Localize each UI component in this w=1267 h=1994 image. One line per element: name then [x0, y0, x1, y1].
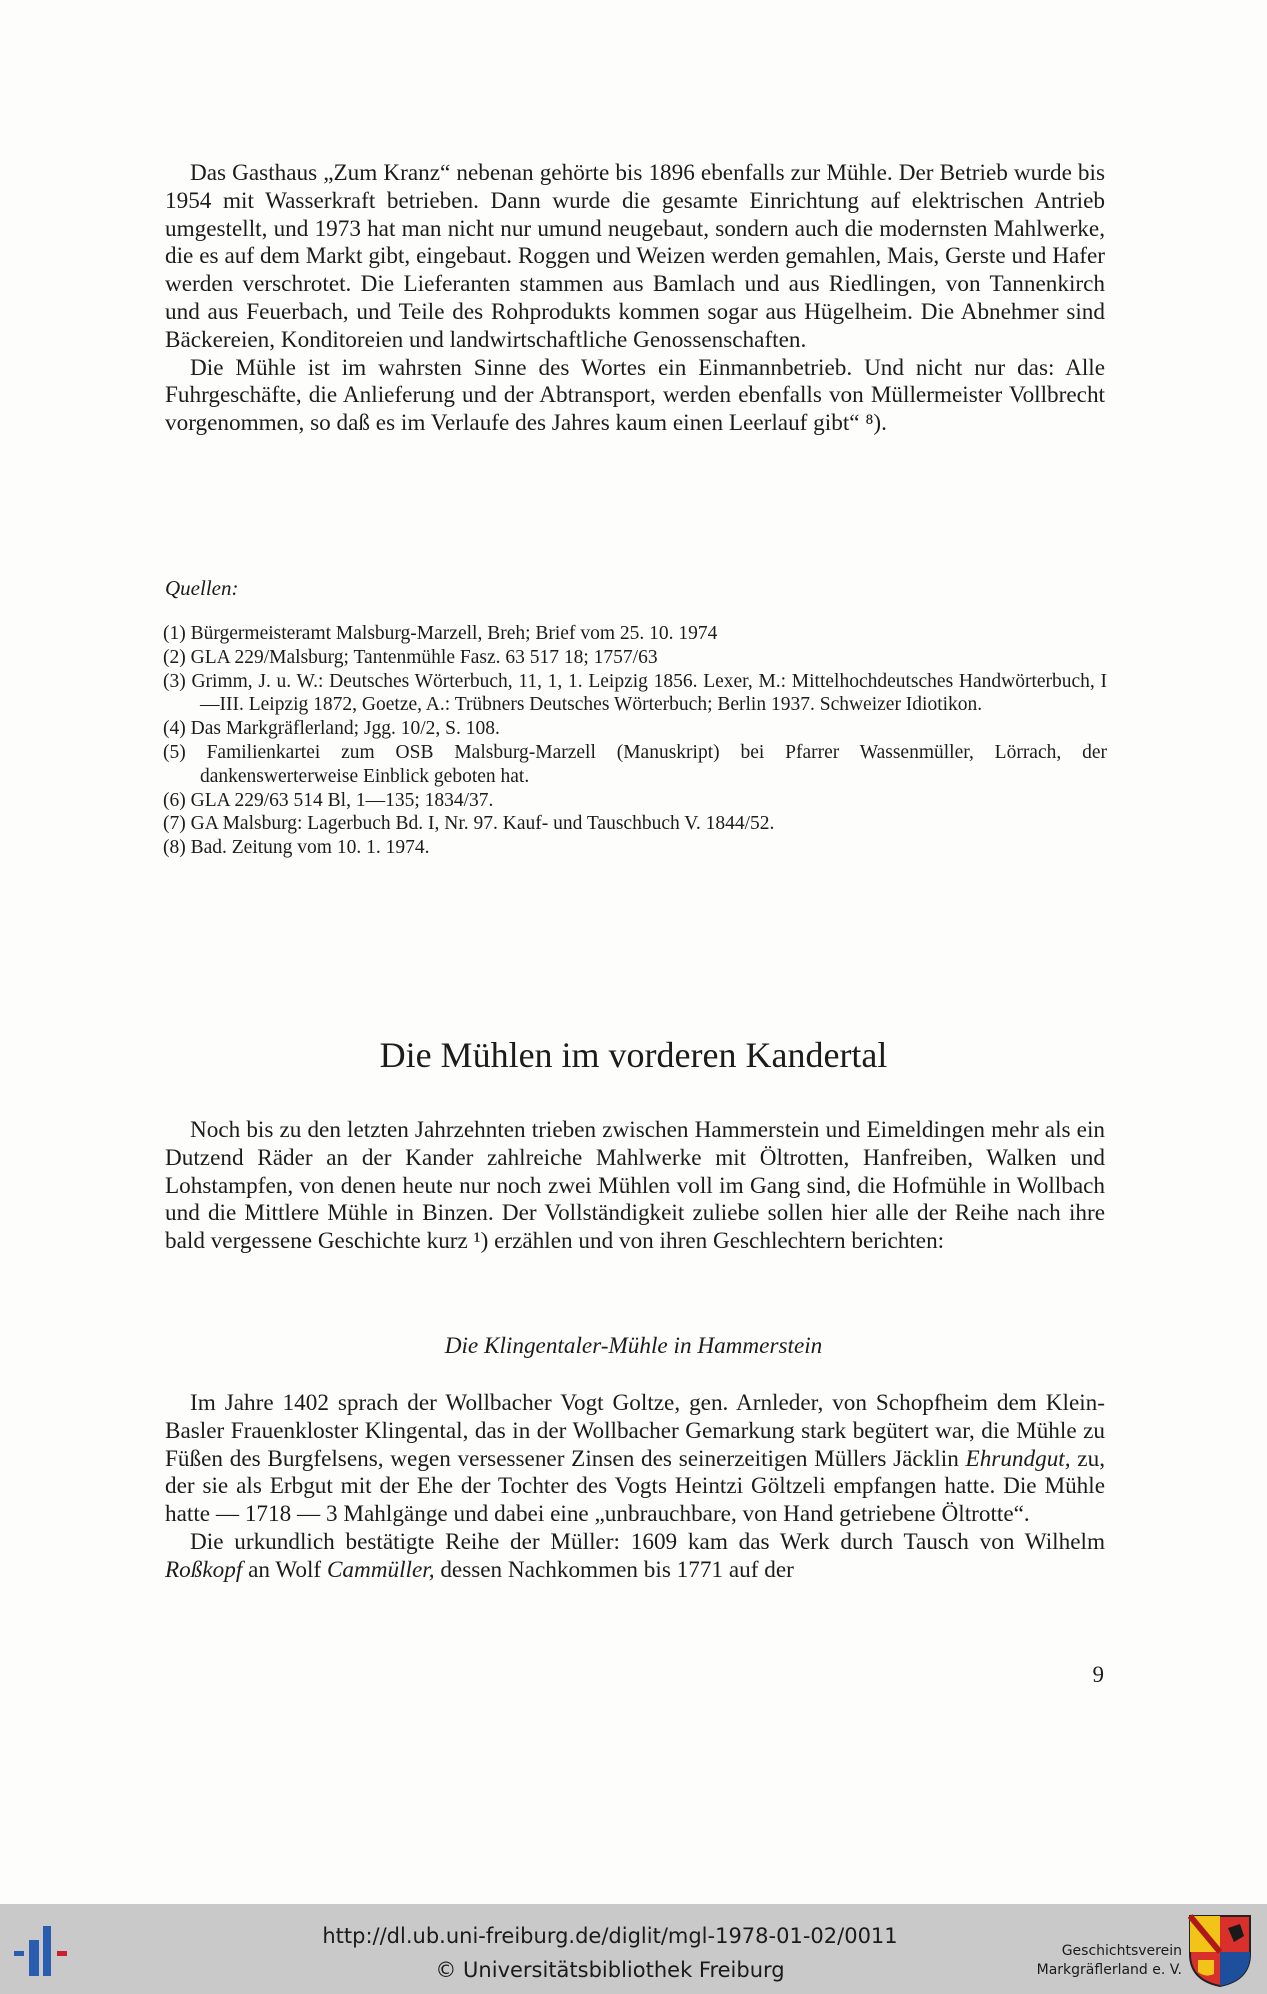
page-number: 9: [1092, 1662, 1104, 1687]
paragraph: [165, 1390, 1105, 1529]
text-run: Im Jahre 1402 sprach der Wollbacher Vogt Goltze, gen. Arnleder, von Schopfheim dem Klein-Basler Frauenkloster Klingental, das in der Wollbacher Gemarkung stark begütert war, die Mühle zu Füßen des Burgfelsens, wegen versessener Zinsen des seinerzeitigen Müllers Jäcklin: [165, 1390, 1105, 1472]
library-logo-icon: [12, 1922, 80, 1980]
text-run: zu, der sie als Erbgut mit der Ehe der Tochter des Vogts Heintzi Göltzeli empfangen hatte. Die Mühle hatte — 1718 — 3 Mahlgänge und dabei eine „unbrauchbare, von Hand getriebene Öltrotte“.: [165, 1445, 1105, 1528]
body-paragraphs-intro: [165, 160, 1105, 438]
text-run: dessen Nachkommen bis 1771 auf der: [434, 1556, 794, 1583]
paragraph: Das Gasthaus „Zum Kranz“ nebenan gehörte bis 1896 ebenfalls zur Mühle. Der Betrieb wurde bis 1954 mit Wasserkraft betrieben. Dann wurde die gesamte Einrichtung auf elektrischen Antrieb umgestellt, und 1973 hat man nicht nur umund neugebaut, sondern auch die modernsten Mahlwerke, die es auf dem Markt gibt, eingebaut. Roggen und Weizen werden gemahlen, Mais, Gerste und Hafer werden verschrotet. Die Lieferanten stammen aus Bamlach und aus Riedlingen, von Tannenkirch und aus Feuerbach, und Teile des Rohprodukts kommen sogar aus Hügelheim. Die Abnehmer sind Bäckereien, Konditoreien und landwirtschaftliche Genossenschaften.: [165, 160, 1105, 353]
footer-bar: [0, 1904, 1267, 1994]
source-item: (4) Das Markgräflerland; Jgg. 10/2, S. 108.: [163, 718, 500, 740]
paragraph: Die Mühle ist im wahrsten Sinne des Wortes ein Einmannbetrieb. Und nicht nur das: Alle Fuhrgeschäfte, die Anlieferung und der Abtransport, werden ebenfalls von Müllermeister Vollbrecht vorgenommen, so daß es im Verlaufe des Jahres kaum einen Leerlauf gibt“ ⁸).: [165, 354, 1105, 437]
copyright-text: © Universitätsbibliothek Freiburg: [435, 1958, 785, 1982]
sources-list: [163, 622, 1107, 860]
source-item: (1) Bürgermeisteramt Malsburg-Marzell, Breh; Brief vom 25. 10. 1974: [163, 623, 718, 644]
body-paragraphs-klingentaler: [165, 1390, 1105, 1585]
person-name: Cammüller,: [326, 1556, 435, 1583]
coat-of-arms-icon: [1188, 1914, 1252, 1988]
society-name: [1002, 1942, 1182, 1980]
paragraph: Noch bis zu den letzten Jahrzehnten trieben zwischen Hammerstein und Eimeldingen mehr als ein Dutzend Räder an der Kander zahlreiche Mahlwerke mit Öltrotten, Hanfreiben, Walken und Lohstampfen, von denen heute nur noch zwei Mühlen voll im Gang sind, die Hofmühle in Wollbach und die Mittlere Mühle in Binzen. Der Vollständigkeit zuliebe sollen hier alle der Reihe nach ihre bald vergessene Geschichte kurz ¹) erzählen und von ihren Geschlechtern berichten:: [165, 1117, 1105, 1255]
text-run: Die urkundlich bestätigte Reihe der Müller: 1609 kam das Werk durch Tausch von Wilhelm: [190, 1528, 1105, 1555]
sources-heading: Quellen:: [165, 576, 239, 600]
source-item: (6) GLA 229/63 514 Bl, 1—135; 1834/37.: [163, 789, 494, 811]
source-item: (2) GLA 229/Malsburg; Tantenmühle Fasz. 63 517 18; 1757/63: [163, 646, 658, 668]
text-run: an Wolf: [242, 1556, 327, 1583]
permalink-url[interactable]: http://dl.ub.uni-freiburg.de/diglit/mgl-1978-01-02/0011: [322, 1924, 898, 1948]
society-name-line: Geschichtsverein: [1061, 1943, 1182, 1959]
body-paragraph-kandertal: [165, 1117, 1105, 1256]
source-item: (3) Grimm, J. u. W.: Deutsches Wörterbuch, 11, 1, 1. Leipzig 1856. Lexer, M.: Mittelhochdeutsches Handwörterbuch, I—III. Leipzig 1872, Goetze, A.: Trübners Deutsches Wörterbuch; Berlin 1937. Schweizer Idiotikon.: [163, 670, 1107, 716]
paragraph: [165, 1529, 1105, 1585]
society-name-line: Markgräflerland e. V.: [1036, 1962, 1182, 1978]
source-item: (5) Familienkartei zum OSB Malsburg-Marzell (Manuskript) bei Pfarrer Wassenmüller, Lörrach, der dankenswerterweise Einblick geboten hat.: [163, 741, 1107, 787]
section-title: Die Mühlen im vorderen Kandertal: [379, 1035, 888, 1075]
person-name: Roßkopf: [165, 1556, 243, 1583]
source-item: (7) GA Malsburg: Lagerbuch Bd. I, Nr. 97. Kauf- und Tauschbuch V. 1844/52.: [163, 813, 775, 835]
source-item: (8) Bad. Zeitung vom 10. 1. 1974.: [163, 837, 430, 859]
person-name: Ehrundgut,: [965, 1445, 1071, 1472]
subsection-title: Die Klingentaler-Mühle in Hammerstein: [444, 1333, 823, 1359]
